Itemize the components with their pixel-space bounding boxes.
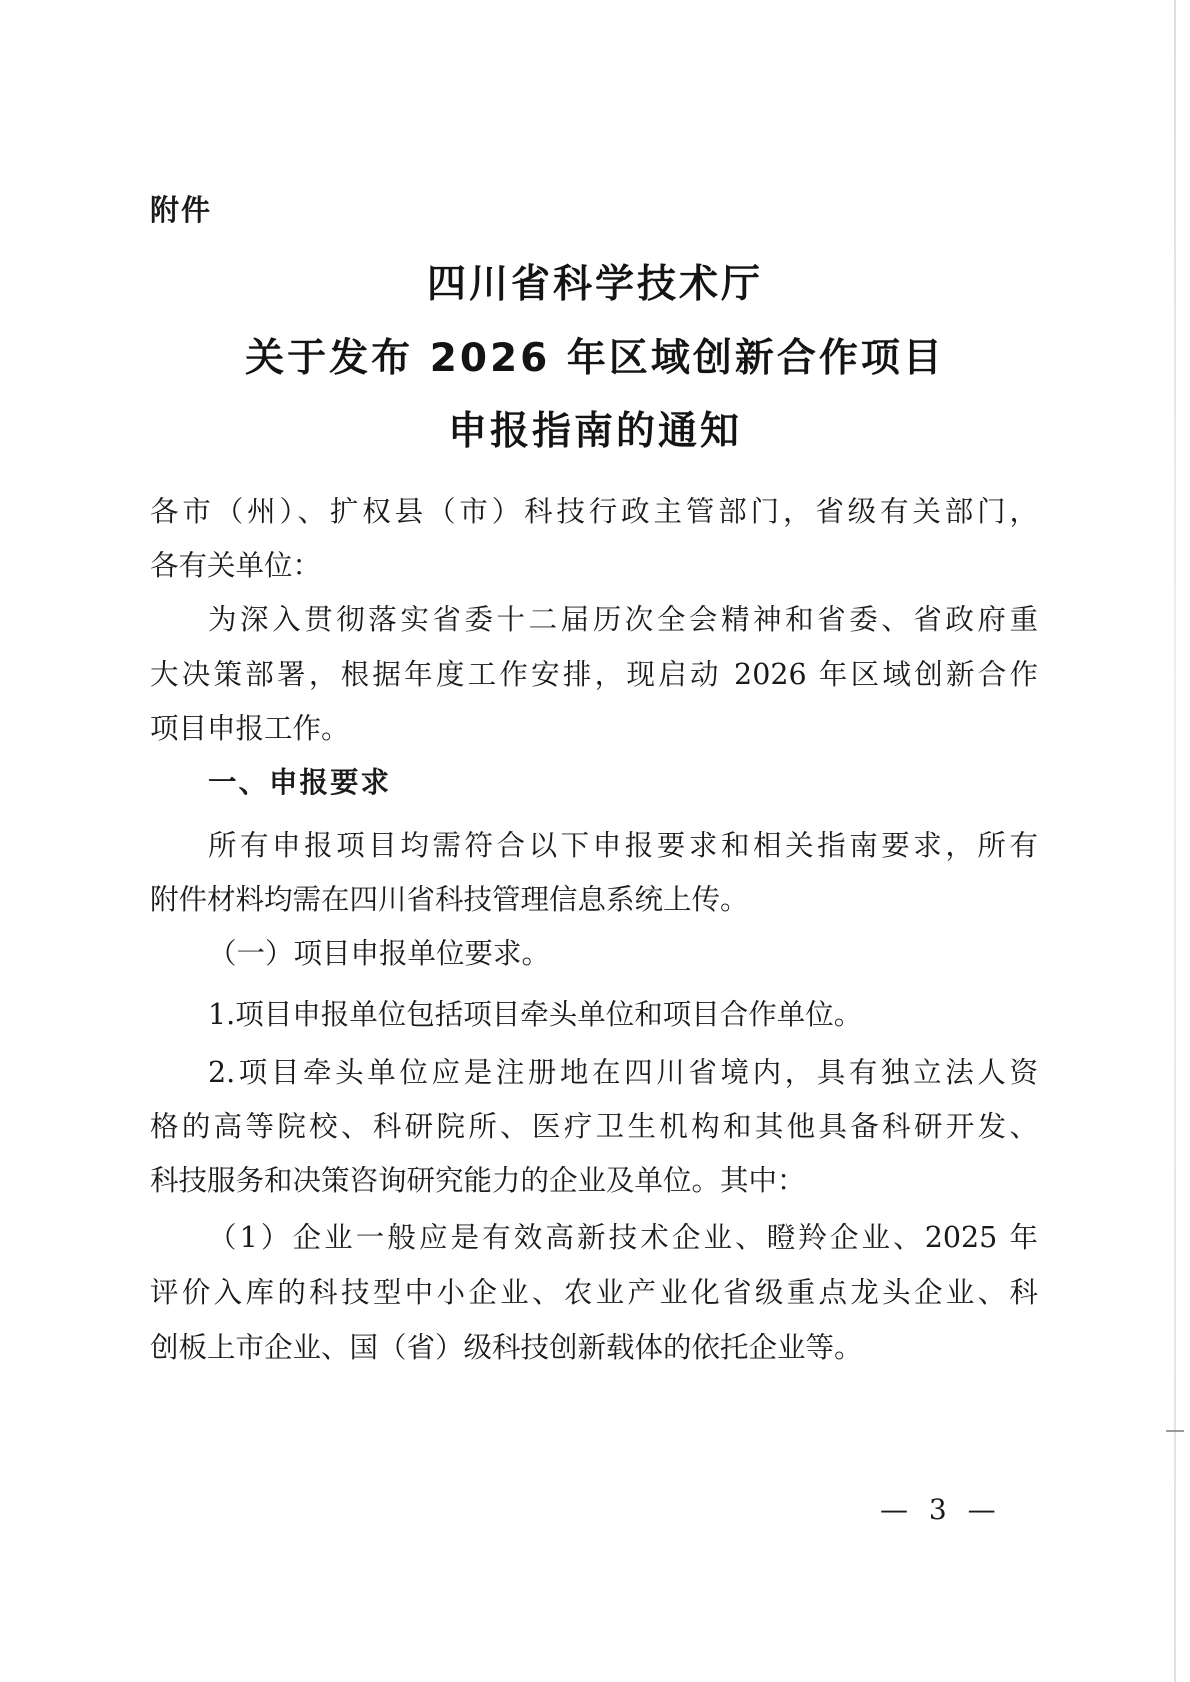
scan-edge-tick: [1166, 1430, 1184, 1432]
title-line-1: 四川省科学技术厅: [426, 262, 763, 307]
section-one-para-line-1: 所有申报项目均需符合以下申报要求和相关指南要求，所有: [208, 829, 1038, 862]
item-2-line-1: 2.项目牵头单位应是注册地在四川省境内，具有独立法人资: [208, 1056, 1038, 1089]
item-2-line-2: 格的高等院校、科研院所、医疗卫生机构和其他具备科研开发、: [150, 1110, 1038, 1143]
salutation-line-1: 各市（州）、扩权县（市）科技行政主管部门，省级有关部门，: [150, 495, 1038, 528]
item-2-1-line-1: （1）企业一般应是有效高新技术企业、瞪羚企业、2025 年: [208, 1221, 1038, 1254]
title-line-3: 申报指南的通知: [447, 409, 742, 454]
salutation-line-2: 各有关单位：: [150, 549, 322, 582]
page-number: — 3 —: [880, 1493, 1002, 1526]
item-2-1-line-2: 评价入库的科技型中小企业、农业产业化省级重点龙头企业、科: [150, 1276, 1038, 1309]
intro-line-3: 项目申报工作。: [150, 712, 350, 745]
item-2-1-line-3: 创板上市企业、国（省）级科技创新载体的依托企业等。: [150, 1331, 863, 1364]
intro-line-1: 为深入贯彻落实省委十二届历次全会精神和省委、省政府重: [208, 603, 1038, 636]
subsection-one-heading: （一）项目申报单位要求。: [208, 937, 551, 970]
section-one-para-line-2: 附件材料均需在四川省科技管理信息系统上传。: [150, 883, 749, 916]
intro-line-2: 大决策部署，根据年度工作安排，现启动 2026 年区域创新合作: [150, 658, 1038, 691]
attachment-label: 附件: [150, 193, 213, 227]
item-2-line-3: 科技服务和决策咨询研究能力的企业及单位。其中：: [150, 1164, 806, 1197]
section-one-heading: 一、申报要求: [208, 766, 392, 799]
item-1: 1.项目申报单位包括项目牵头单位和项目合作单位。: [208, 998, 863, 1031]
title-line-2: 关于发布 2026 年区域创新合作项目: [245, 336, 945, 381]
